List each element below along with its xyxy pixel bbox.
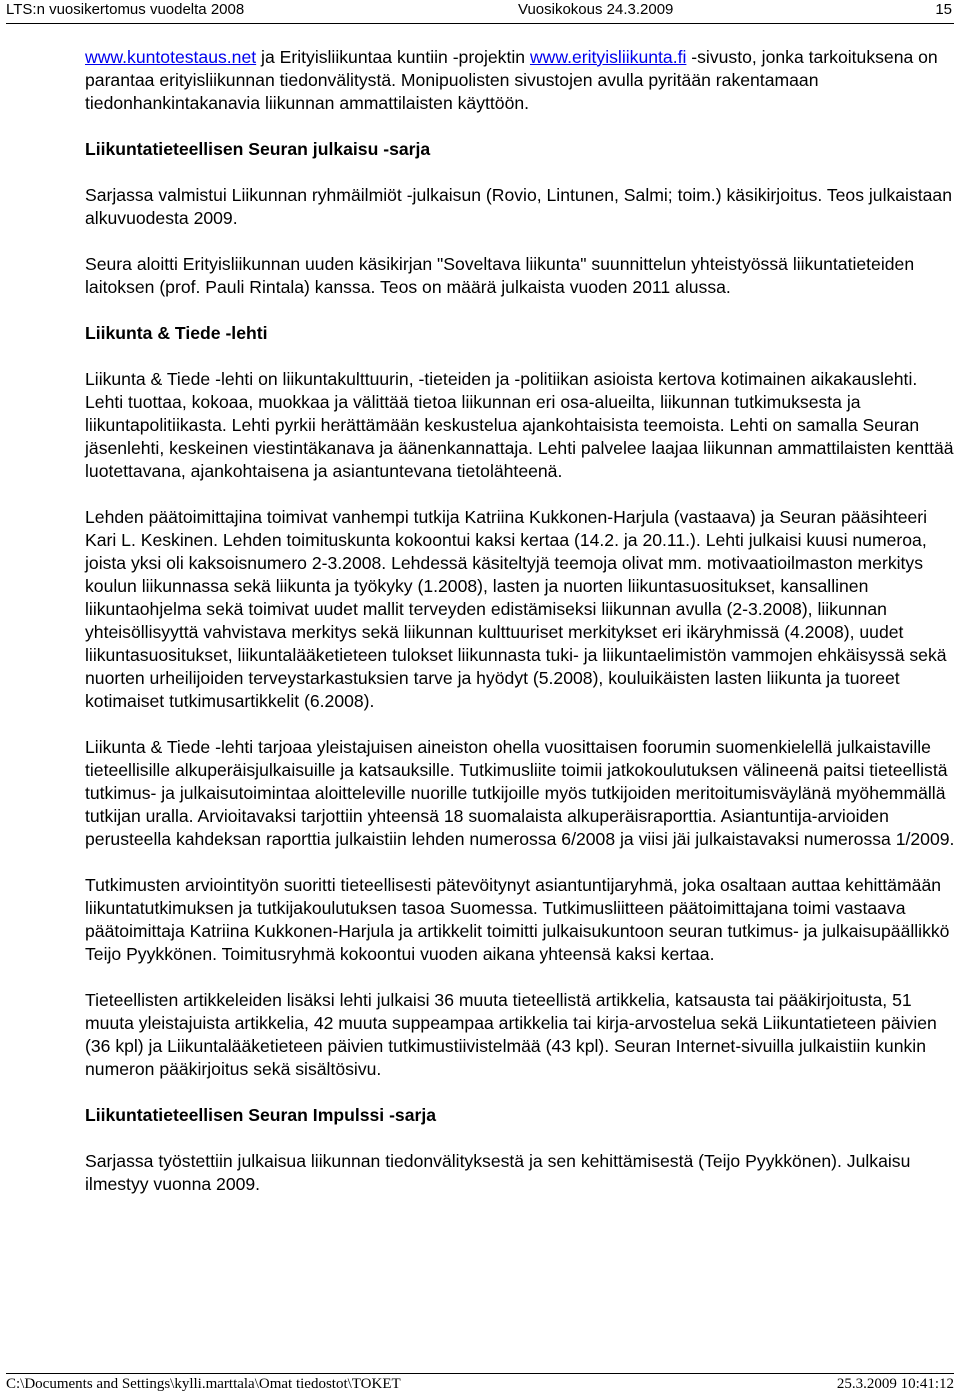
- paragraph: Seura aloitti Erityisliikunnan uuden käsikirjan "Soveltava liikunta" suunnittelun yhteistyössä liikuntatieteiden laitoksen (prof. Pauli Rintala) kanssa. Teos on määrä julkaista vuoden 2011 alussa.: [85, 254, 915, 297]
- paragraph: Sarjassa valmistui Liikunnan ryhmäilmiöt -julkaisun (Rovio, Lintunen, Salmi; toim.) käsikirjoitus. Teos julkaistaan alkuvuodesta 2009.: [85, 185, 953, 228]
- section-heading-liikunta-tiede: Liikunta & Tiede -lehti: [85, 323, 268, 343]
- section-heading-impulssi: Liikuntatieteellisen Seuran Impulssi -sarja: [85, 1105, 437, 1125]
- paragraph: Tieteellisten artikkeleiden lisäksi lehti julkaisi 36 muuta tieteellistä artikkelia, katsausta tai pääkirjoitusta, 51 muuta yleistajuista artikkelia, 42 muuta suppeampaa artikkelia tai kirja-arvostelua sekä Liikuntatieteen päivien (36 kpl) ja Liikuntalääketieteen päivien tutkimustiivistelmää (43 kpl). Seuran Internet-sivuilla julkaistiin kunkin numeron pääkirjoitus sekä sisältösivu.: [85, 990, 937, 1079]
- page-footer: [6, 1374, 954, 1394]
- page-header: [6, 0, 954, 22]
- erityisliikunta-link[interactable]: www.erityisliikunta.fi: [529, 47, 687, 67]
- intro-paragraph: [85, 46, 959, 115]
- paragraph: Liikunta & Tiede -lehti tarjoaa yleistajuisen aineiston ohella vuosittaisen foorumin suomenkielellä julkaistaville tieteellisille alkuperäisjulkaisuille ja katsauksille. Tutkimusliite toimii jatkokoulutuksen välineenä paitsi tieteellistä tutkimus- ja julkaisutoimintaa aloitteleville nuorille tutkijoille myös tutkijoiden meritoitumisväylänä myöhemmällä tutkijan uralla. Arvioitavaksi tarjottiin yhteensä 18 suomalaista alkuperäisraporttia. Asiantuntija-arvioiden perusteella kahdeksan raporttia julkaistiin lehden numerossa 6/2008 ja viisi jäi julkaistavaksi numerossa 1/2009.: [85, 737, 955, 849]
- footer-timestamp: 25.3.2009 10:41:12: [836, 1376, 954, 1392]
- header-doc-title: LTS:n vuosikertomus vuodelta 2008: [6, 1, 245, 18]
- paragraph: Lehden päätoimittajina toimivat vanhempi tutkija Katriina Kukkonen-Harjula (vastaava) ja Seuran pääsihteeri Kari L. Keskinen. Lehden toimituskunta kokoontui kaksi kertaa (14.2. ja 20.11.). Lehti julkaisi kuusi numeroa, joista yksi oli kaksoisnumero 2-3.2008. Lehdessä käsiteltyjä teemoja olivat mm. motivaatioilmaston merkitys koulun liikunnassa sekä liikunta ja työkyky (1.2008), lasten ja nuorten liikuntasuositukset, kansallinen liikuntaohjelma sekä toimivat uudet mallit terveyden edistämiseksi liikunnan avulla (2-3.2008), liikunnan yhteisöllisyyttä vahvistava merkitys sekä liikunnan kulttuuriset merkitykset eri ikäryhmissä (4.2008), uudet liikuntasuositukset, liikuntalääketieteen tulokset liikunnasta tuki- ja liikuntaelimistön vammojen ehkäisyssä sekä nuorten urheilijoiden terveystarkastuksien tarve ja hyödyt (5.2008), kouluikäisten lasten liikunta ja tuoreet kotimaiset tutkimusartikkelit (6.2008).: [85, 507, 947, 711]
- paragraph: Sarjassa työstettiin julkaisua liikunnan tiedonvälityksestä ja sen kehittämisestä (Teijo Pyykkönen). Julkaisu ilmestyy vuonna 2009.: [85, 1151, 911, 1194]
- section-heading-julkaisusarja: Liikuntatieteellisen Seuran julkaisu -sarja: [85, 139, 431, 159]
- page-number: 15: [935, 1, 952, 18]
- main-content: [85, 46, 959, 1219]
- paragraph: Tutkimusten arviointityön suoritti tieteellisesti pätevöitynyt asiantuntijaryhmä, joka osaltaan auttaa kehittämään liikuntatutkimuksen ja tutkijakoulutuksen tasoa Suomessa. Tutkimusliitteen päätoimittajana toimi vastaava päätoimittaja Katriina Kukkonen-Harjula ja artikkelit toimitti julkaisukuntoon seuran tutkimus- ja julkaisupäällikkö Teijo Pyykkönen. Toimitusryhmä kokoontui vuoden aikana yhteensä kaksi kertaa.: [85, 875, 950, 964]
- paragraph: Liikunta & Tiede -lehti on liikuntakulttuurin, -tieteiden ja -politiikan asioista kertova kotimainen aikakauslehti. Lehti tuottaa, kokoaa, muokkaa ja välittää tietoa liikunnan eri osa-alueilta, liikunnan tutkimuksesta ja liikuntapolitiikasta. Lehti pyrkii herättämään keskustelua ajankohtaisista teemoista. Lehti on samalla Seuran jäsenlehti, keskeinen viestintäkanava ja äänenkannattaja. Lehti palvelee laajaa liikunnan ammattilaisten kenttää luotettavana, ajankohtaisena ja asiantuntevana tietolähteenä.: [85, 369, 954, 481]
- header-meeting: Vuosikokous 24.3.2009: [518, 1, 674, 18]
- footer-file-path: C:\Documents and Settings\kylli.marttala\Omat tiedostot\TOKET: [6, 1376, 401, 1392]
- header-divider: [6, 23, 954, 24]
- intro-text-1: ja Erityisliikuntaa kuntiin -projektin: [256, 47, 530, 67]
- intro-text-2: -sivusto, jonka tarkoituksena on parantaa erityisliikunnan tiedonvälitystä. Monipuolisten sivustojen avulla pyritään rakentamaan tiedonhankintakanavia liikunnan ammattilaisten käyttöön.: [85, 47, 938, 113]
- kuntotestaus-link[interactable]: www.kuntotestaus.net: [85, 47, 257, 67]
